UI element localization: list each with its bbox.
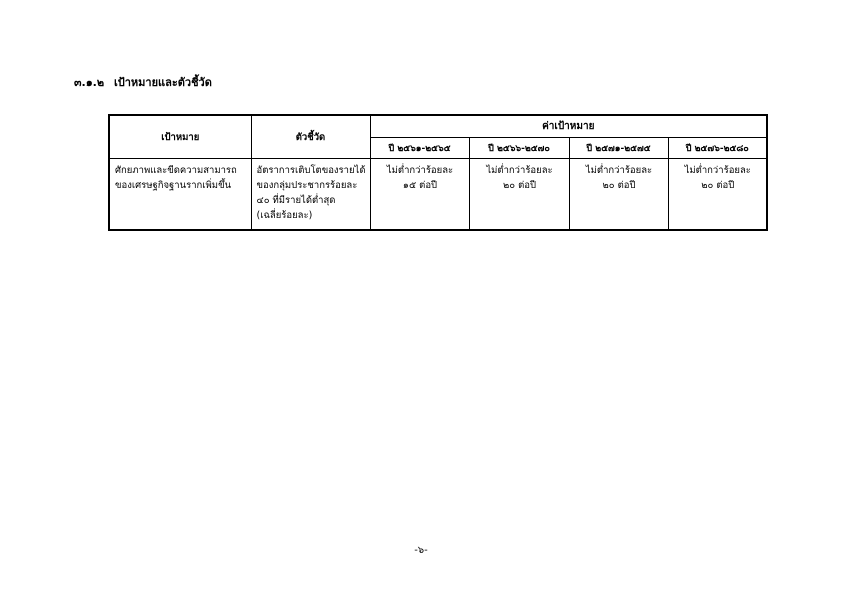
goal-line-2: ของเศรษฐกิจฐานรากเพิ่มขึ้น [115, 180, 232, 191]
goal-cell [109, 159, 251, 231]
header-indicator: ตัวชี้วัด [251, 115, 370, 159]
header-year-2: ปี ๒๕๖๖-๒๕๗๐ [469, 138, 569, 159]
indicator-line-1: อัตราการเติบโตของรายได้ [256, 165, 366, 176]
table-header-row [109, 115, 767, 138]
section-number: ๓.๑.๒ [74, 76, 105, 89]
target-1-line-2: ๑๕ ต่อปี [402, 180, 438, 191]
page-number: -๖- [414, 545, 428, 556]
target-4-line-1: ไม่ต่ำกว่าร้อยละ [684, 165, 751, 176]
section-title: เป้าหมายและตัวชี้วัด [113, 76, 212, 89]
targets-table [108, 114, 768, 231]
header-target-group: ค่าเป้าหมาย [370, 115, 767, 138]
target-3-line-2: ๒๐ ต่อปี [602, 180, 636, 191]
indicator-cell [251, 159, 370, 231]
target-cell-4 [668, 159, 767, 231]
goal-line-1: ศักยภาพและขีดความสามารถ [115, 165, 237, 176]
table-row [109, 159, 767, 231]
target-3-line-1: ไม่ต่ำกว่าร้อยละ [585, 165, 653, 176]
target-2-line-2: ๒๐ ต่อปี [503, 180, 536, 191]
indicator-line-3: ๔๐ ที่มีรายได้ต่ำสุด [256, 195, 336, 206]
target-cell-3 [569, 159, 668, 231]
section-heading [74, 73, 212, 91]
indicator-line-4: (เฉลี่ยร้อยละ) [256, 210, 313, 221]
target-cell-2 [469, 159, 569, 231]
target-4-line-2: ๒๐ ต่อปี [701, 180, 735, 191]
header-year-3: ปี ๒๕๗๑-๒๕๗๕ [569, 138, 668, 159]
target-2-line-1: ไม่ต่ำกว่าร้อยละ [486, 165, 553, 176]
indicator-line-2: ของกลุ่มประชากรร้อยละ [256, 180, 358, 191]
target-cell-1 [370, 159, 469, 231]
target-1-line-1: ไม่ต่ำกว่าร้อยละ [386, 165, 454, 176]
header-year-1: ปี ๒๕๖๑-๒๕๖๕ [370, 138, 469, 159]
header-year-4: ปี ๒๕๗๖-๒๕๘๐ [668, 138, 767, 159]
header-goal: เป้าหมาย [109, 115, 251, 159]
